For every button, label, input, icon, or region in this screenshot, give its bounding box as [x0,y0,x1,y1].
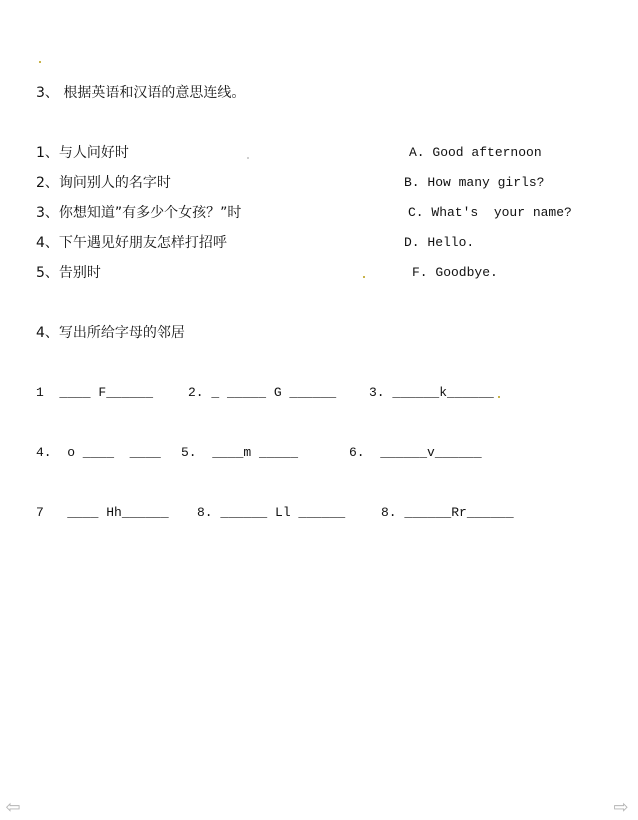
section4-heading: 4、写出所给字母的邻居 [36,325,185,341]
speck-mark [363,276,365,278]
match-left-item-1: 1、与人问好时 [36,145,129,161]
speck-mark [498,396,500,398]
speck-mark [247,157,249,159]
letter-neighbor-item-9: 8. ______Rr______ [381,505,514,520]
match-right-item-b: B. How many girls? [404,175,545,190]
letter-neighbor-item-5: 5. ____m _____ [181,445,299,460]
match-left-item-3: 3、你想知道”有多少个女孩？”时 [36,205,242,221]
match-left-item-2: 2、询问别人的名字时 [36,175,171,191]
letter-neighbor-item-6: 6. ______v______ [349,445,482,460]
next-page-button[interactable] [610,798,632,816]
section3-heading: 3、 根据英语和汉语的意思连线。 [36,85,246,101]
letter-neighbor-item-3: 3. ______k______ [369,385,494,400]
match-right-item-a: A. Good afternoon [409,145,542,160]
arrow-right-icon: ⇨ [613,796,629,818]
letter-neighbor-item-7: 7 ____ Hh______ [36,505,169,520]
match-right-item-d: D. Hello. [404,235,475,250]
letter-neighbor-item-4: 4. o ____ ____ [36,445,161,460]
match-left-item-5: 5、告别时 [36,265,101,281]
speck-mark [39,61,41,63]
match-right-item-c: C. What's your name? [408,205,572,220]
letter-neighbor-item-2: 2. _ _____ G ______ [188,385,337,400]
match-right-item-f: F. Goodbye. [412,265,498,280]
arrow-left-icon: ⇦ [5,796,21,818]
match-left-item-4: 4、下午遇见好朋友怎样打招呼 [36,235,227,251]
prev-page-button[interactable] [2,798,24,816]
letter-neighbor-item-8: 8. ______ Ll ______ [197,505,346,520]
letter-neighbor-item-1: 1 ____ F______ [36,385,154,400]
